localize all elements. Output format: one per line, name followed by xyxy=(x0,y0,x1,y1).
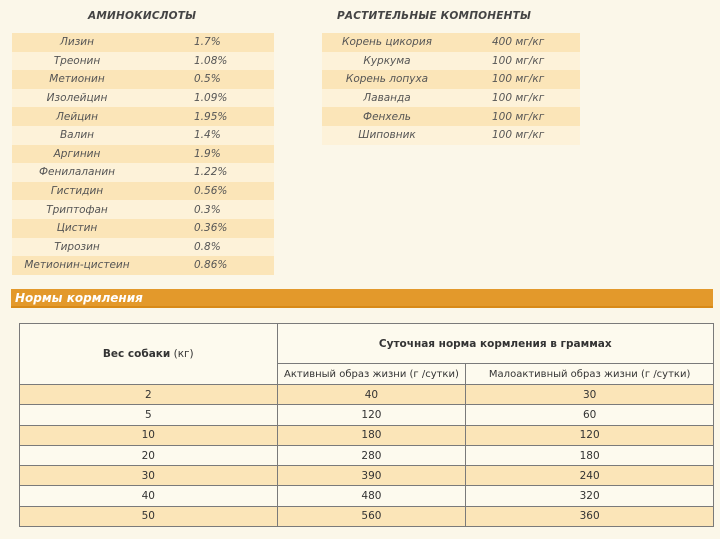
amino-row xyxy=(12,52,274,71)
amino-rows xyxy=(12,33,274,275)
amino-row xyxy=(12,126,274,145)
amino-row xyxy=(12,200,274,219)
amino-row xyxy=(12,107,274,126)
weight-cell: 2 xyxy=(20,385,278,405)
amino-name: Лейцин xyxy=(12,107,142,126)
active-header: Активный образ жизни (г /сутки) xyxy=(277,364,466,385)
feeding-row xyxy=(20,445,714,465)
plants-row xyxy=(322,126,580,145)
active-cell: 40 xyxy=(277,385,466,405)
low-active-header: Малоактивный образ жизни (г /сутки) xyxy=(466,364,714,385)
amino-value: 0.5% xyxy=(142,70,274,89)
plants-row xyxy=(322,52,580,71)
plants-name: Лаванда xyxy=(322,89,452,108)
feeding-row xyxy=(20,385,714,405)
amino-name: Треонин xyxy=(12,52,142,71)
active-cell: 120 xyxy=(277,405,466,425)
weight-cell: 20 xyxy=(20,445,278,465)
active-cell: 280 xyxy=(277,445,466,465)
amino-row xyxy=(12,70,274,89)
amino-name: Гистидин xyxy=(12,182,142,201)
amino-name: Аргинин xyxy=(12,145,142,164)
low-active-cell: 30 xyxy=(466,385,714,405)
active-cell: 560 xyxy=(277,506,466,526)
low-active-cell: 60 xyxy=(466,405,714,425)
plants-name: Куркума xyxy=(322,52,452,71)
active-cell: 390 xyxy=(277,466,466,486)
amino-name: Фенилаланин xyxy=(12,163,142,182)
plants-value: 100 мг/кг xyxy=(452,126,580,145)
plants-value: 100 мг/кг xyxy=(452,52,580,71)
amino-value: 0.36% xyxy=(142,219,274,238)
plants-value: 400 мг/кг xyxy=(452,33,580,52)
feeding-row xyxy=(20,506,714,526)
plants-row xyxy=(322,70,580,89)
plants-name: Шиповник xyxy=(322,126,452,145)
feeding-row xyxy=(20,425,714,445)
amino-name: Метионин xyxy=(12,70,142,89)
plants-name: Корень цикория xyxy=(322,33,452,52)
amino-value: 1.09% xyxy=(142,89,274,108)
feeding-row xyxy=(20,466,714,486)
plants-row xyxy=(322,89,580,108)
feeding-table xyxy=(19,323,714,527)
low-active-cell: 240 xyxy=(466,466,714,486)
plants-name: Корень лопуха xyxy=(322,70,452,89)
norm-header-label: Суточная норма кормления в граммах xyxy=(378,337,612,350)
low-active-cell: 360 xyxy=(466,506,714,526)
weight-header xyxy=(20,324,278,385)
amino-value: 1.95% xyxy=(142,107,274,126)
amino-value: 1.08% xyxy=(142,52,274,71)
amino-row xyxy=(12,145,274,164)
norm-header xyxy=(277,324,713,364)
low-active-cell: 120 xyxy=(466,425,714,445)
amino-name: Лизин xyxy=(12,33,142,52)
weight-cell: 10 xyxy=(20,425,278,445)
amino-row xyxy=(12,89,274,108)
feeding-title: Нормы кормления xyxy=(15,291,143,305)
active-cell: 180 xyxy=(277,425,466,445)
amino-name: Тирозин xyxy=(12,238,142,257)
amino-row xyxy=(12,256,274,275)
amino-row xyxy=(12,238,274,257)
weight-header-unit: (кг) xyxy=(170,348,194,360)
amino-value: 0.56% xyxy=(142,182,274,201)
weight-cell: 40 xyxy=(20,486,278,506)
amino-value: 1.7% xyxy=(142,33,274,52)
amino-name: Цистин xyxy=(12,219,142,238)
amino-value: 0.86% xyxy=(142,256,274,275)
amino-value: 0.8% xyxy=(142,238,274,257)
plants-value: 100 мг/кг xyxy=(452,107,580,126)
plants-rows xyxy=(322,33,580,145)
amino-name: Изолейцин xyxy=(12,89,142,108)
weight-header-label: Вес собаки xyxy=(102,348,171,360)
active-cell: 480 xyxy=(277,486,466,506)
amino-value: 1.22% xyxy=(142,163,274,182)
feeding-section-bar xyxy=(11,289,713,308)
low-active-cell: 180 xyxy=(466,445,714,465)
feeding-rows xyxy=(20,385,714,527)
weight-cell: 50 xyxy=(20,506,278,526)
weight-cell: 30 xyxy=(20,466,278,486)
low-active-cell: 320 xyxy=(466,486,714,506)
amino-name: Триптофан xyxy=(12,200,142,219)
plants-name: Фенхель xyxy=(322,107,452,126)
amino-value: 1.4% xyxy=(142,126,274,145)
amino-title: АМИНОКИСЛОТЫ xyxy=(88,10,197,22)
plants-row xyxy=(322,33,580,52)
amino-row xyxy=(12,219,274,238)
plants-value: 100 мг/кг xyxy=(452,70,580,89)
amino-name: Валин xyxy=(12,126,142,145)
feeding-row xyxy=(20,486,714,506)
plants-table xyxy=(322,33,580,145)
feeding-row xyxy=(20,405,714,425)
weight-cell: 5 xyxy=(20,405,278,425)
amino-name: Метионин-цистеин xyxy=(12,256,142,275)
amino-table xyxy=(12,33,274,275)
amino-row xyxy=(12,182,274,201)
plants-row xyxy=(322,107,580,126)
plants-title: РАСТИТЕЛЬНЫЕ КОМПОНЕНТЫ xyxy=(337,10,532,22)
plants-value: 100 мг/кг xyxy=(452,89,580,108)
amino-value: 0.3% xyxy=(142,200,274,219)
amino-row xyxy=(12,163,274,182)
amino-value: 1.9% xyxy=(142,145,274,164)
amino-row xyxy=(12,33,274,52)
